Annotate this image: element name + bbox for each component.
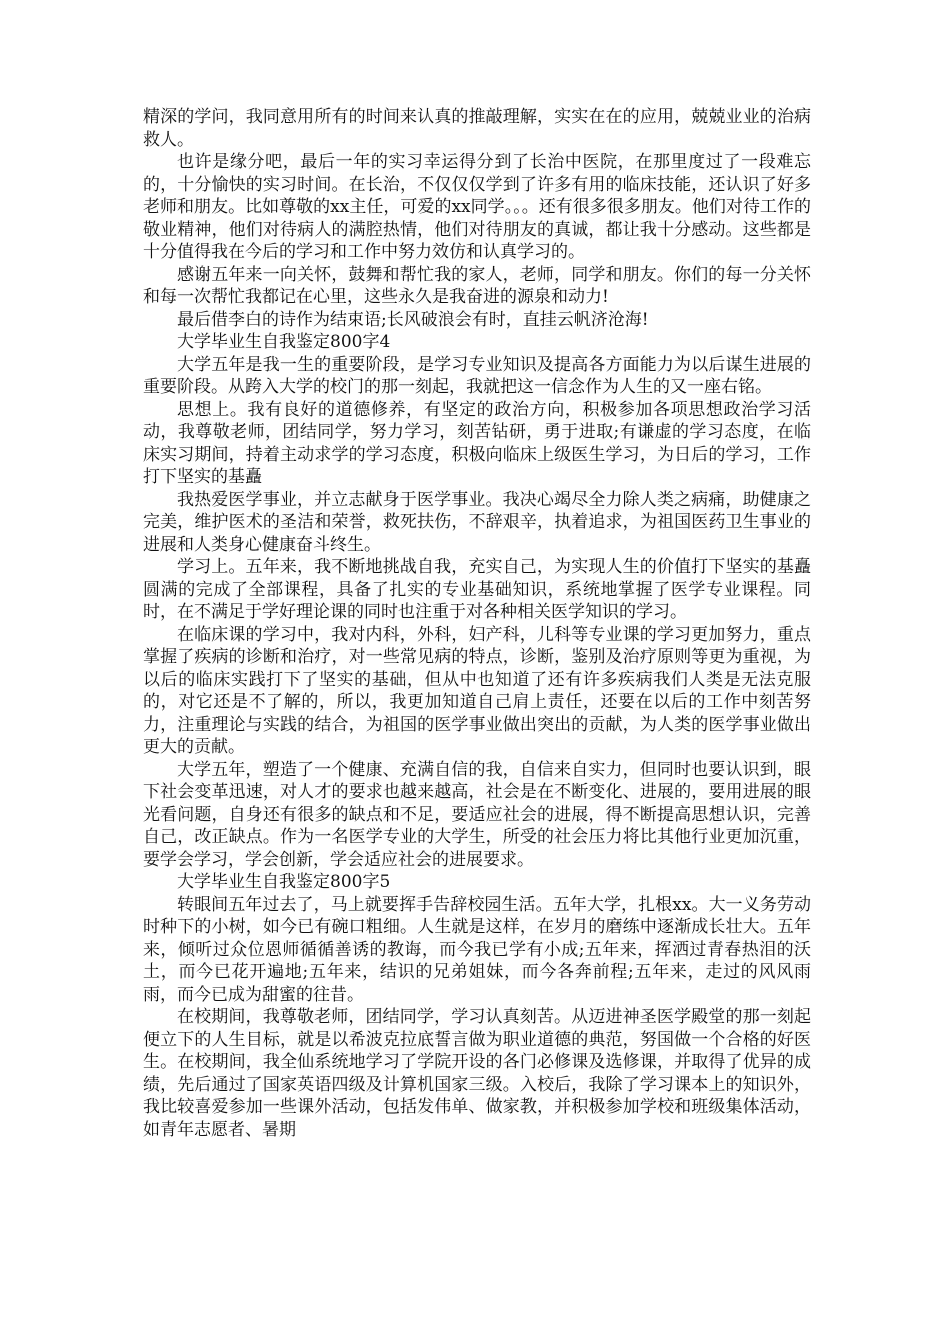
paragraph: 在校期间，我尊敬老师，团结同学，学习认真刻苦。从迈进神圣医学殿堂的那一刻起便立下的人生目标，就是以希波克拉底誓言做为职业道德的典范，努国做一个合格的好医生。在校期间，我全仙系统地学习了学院开设的各门必修课及选修课，并取得了优异的成绩，先后通过了国家英语四级及计算机国家三级。入校后，我除了学习课本上的知识外，我比较喜爱参加一些课外活动，包括发伟单、做家教，并积极参加学校和班级集体活动，如青年志愿者、暑期 (143, 1007, 811, 1140)
paragraph: 学习上。五年来，我不断地挑战自我，充实自己，为实现人生的价值打下坚实的基矗圆满的完成了全部课程，具备了扎实的专业基础知识，系统地掌握了医学专业课程。同时，在不满足于学好理论课的同时也注重于对各种相关医学知识的学习。 (143, 557, 811, 622)
paragraph: 大学五年是我一生的重要阶段，是学习专业知识及提高各方面能力为以后谋生进展的重要阶段。从跨入大学的校门的那一刻起，我就把这一信念作为人生的又一座右铭。 (143, 354, 811, 397)
paragraph: 思想上。我有良好的道德修养，有坚定的政治方向，积极参加各项思想政治学习活动，我尊敬老师，团结同学，努力学习，刻苦钻研，勇于进取;有谦虚的学习态度，在临床实习期间，持着主动求学的学习态度，积极向临床上级医生学习，为日后的学习，工作打下坚实的基矗 (143, 399, 811, 487)
section-heading: 大学毕业生自我鉴定800字5 (177, 872, 391, 892)
paragraph: 感谢五年来一向关怀，鼓舞和帮忙我的家人，老师，同学和朋友。你们的每一分关怀和每一次帮忙我都记在心里，这些永久是我奋进的源泉和动力! (143, 264, 811, 307)
paragraph: 转眼间五年过去了，马上就要挥手告辞校园生活。五年大学，扎根xx。大一义务劳动时种下的小树，如今已有碗口粗细。人生就是这样，在岁月的磨练中逐渐成长壮大。五年来，倾听过众位恩师循循善诱的教诲，而今我已学有小成;五年来，挥洒过青春热泪的沃土，而今已花开遍地;五年来，结识的兄弟姐妹，而今各奔前程;五年来，走过的风风雨雨，而今已成为甜蜜的往昔。 (143, 894, 811, 1005)
paragraph: 大学五年，塑造了一个健康、充满自信的我，自信来自实力，但同时也要认识到，眼下社会变革迅速，对人才的要求也越来越高，社会是在不断变化、进展的，要用进展的眼光看问题，自身还有很多的缺点和不足，要适应社会的进展，得不断提高思想认识，完善自己，改正缺点。作为一名医学专业的大学生，所受的社会压力将比其他行业更加沉重，要学会学习，学会创新，学会适应社会的进展要求。 (143, 759, 811, 870)
section-heading: 大学毕业生自我鉴定800字4 (177, 332, 391, 352)
paragraph: 最后借李白的诗作为结束语;长风破浪会有时，直挂云帆济沧海! (177, 309, 649, 330)
paragraph: 也许是缘分吧，最后一年的实习幸运得分到了长治中医院，在那里度过了一段难忘的，十分愉快的实习时间。在长治，不仅仅仅学到了许多有用的临床技能，还认识了好多老师和朋友。比如尊敬的xx主任，可爱的xx同学。。。还有很多很多朋友。他们对待工作的敬业精神，他们对待病人的满腔热情，他们对待朋友的真诚，都让我十分感动。这些都是十分值得我在今后的学习和工作中努力效仿和认真学习的。 (143, 152, 811, 262)
paragraph: 精深的学问，我同意用所有的时间来认真的推敲理解，实实在在的应用，兢兢业业的治病救人。 (143, 107, 811, 150)
document-body (143, 106, 811, 1141)
paragraph: 在临床课的学习中，我对内科，外科，妇产科，儿科等专业课的学习更加努力，重点掌握了疾病的诊断和治疗，对一些常见病的特点，诊断，鉴别及治疗原则等更为重视，为以后的临床实践打下了坚实的基础，但从中也知道了还有许多疾病我们人类是无法克服的，对它还是不了解的，所以，我更加知道自己肩上责任，还要在以后的工作中刻苦努力，注重理论与实践的结合，为祖国的医学事业做出突出的贡献，为人类的医学事业做出更大的贡献。 (143, 624, 811, 757)
paragraph: 我热爱医学事业，并立志献身于医学事业。我决心竭尽全力除人类之病痛，助健康之完美，维护医术的圣洁和荣誉，救死扶伤，不辞艰辛，执着追求，为祖国医药卫生事业的进展和人类身心健康奋斗终生。 (143, 489, 811, 555)
